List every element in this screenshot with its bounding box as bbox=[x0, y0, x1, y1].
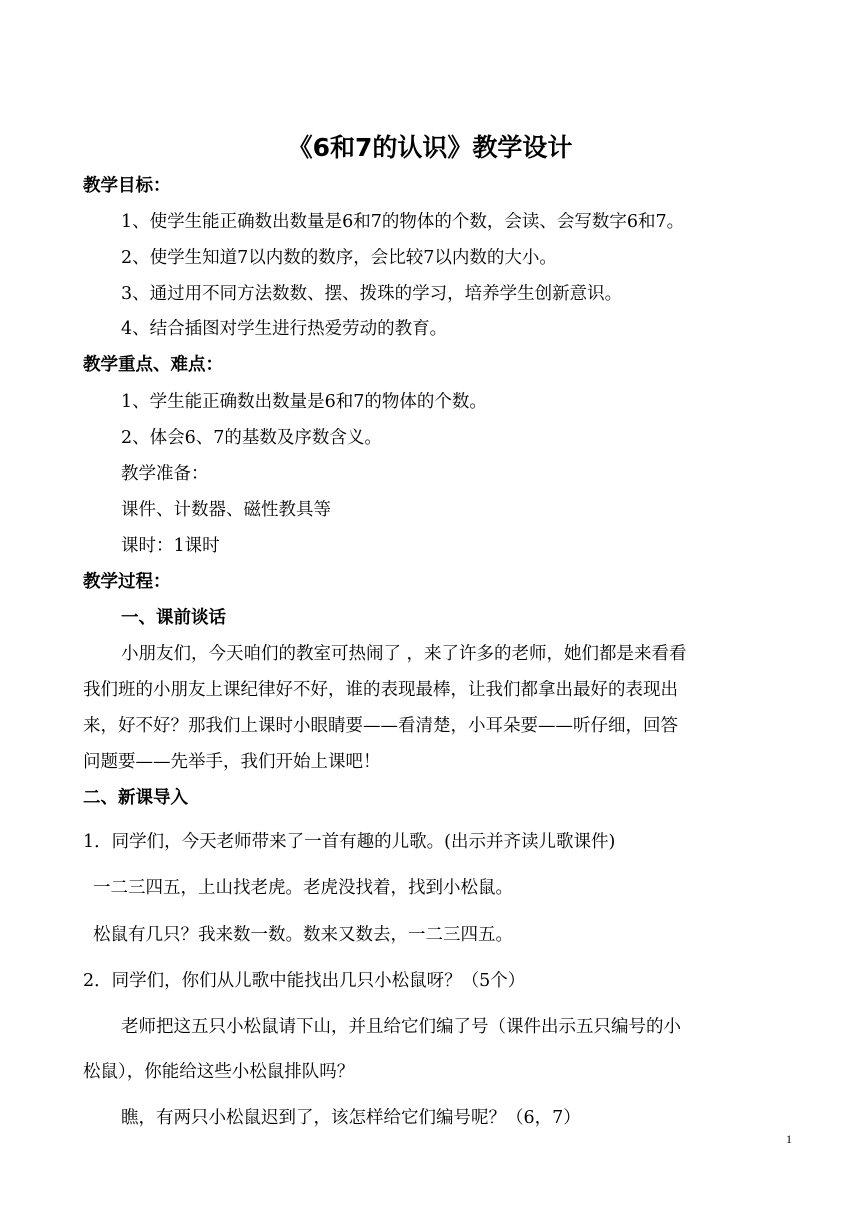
paragraph-line-2: 我们班的小朋友上课纪律好不好，谁的表现最棒，让我们都拿出最好的表现出 bbox=[83, 680, 678, 700]
goal-item-2: 2、使学生知道7以内数的数序，会比较7以内数的大小。 bbox=[121, 248, 557, 268]
paragraph-squirrels-2: 松鼠），你能给这些小松鼠排队吗？ bbox=[83, 1062, 355, 1082]
paragraph-line-4: 问题要——先举手，我们开始上课吧！ bbox=[83, 752, 381, 772]
goal-item-1: 1、使学生能正确数出数量是6和7的物体的个数，会读、会写数字6和7。 bbox=[121, 212, 685, 232]
goal-item-3: 3、通过用不同方法数数、摆、拨珠的学习，培养学生创新意识。 bbox=[121, 284, 623, 304]
key-point-1: 1、学生能正确数出数量是6和7的物体的个数。 bbox=[121, 392, 487, 412]
step-1: 1．同学们，今天老师带来了一首有趣的儿歌。(出示并齐读儿歌课件) bbox=[83, 832, 616, 852]
key-point-2: 2、体会6、7的基数及序数含义。 bbox=[121, 428, 382, 448]
document-title: 《6和7的认识》教学设计 bbox=[287, 133, 573, 162]
rhyme-line-1: 一二三四五，上山找老虎。老虎没找着，找到小松鼠。 bbox=[93, 878, 513, 898]
page-number: 1 bbox=[786, 1132, 792, 1146]
paragraph-line-3: 来，好不好？那我们上课时小眼睛要——看清楚，小耳朵要——听仔细，回答 bbox=[83, 716, 678, 736]
heading-teaching-process: 教学过程： bbox=[83, 572, 171, 592]
heading-key-points: 教学重点、难点： bbox=[83, 355, 223, 375]
paragraph-line-1: 小朋友们，今天咱们的教室可热闹了 ，来了许多的老师，她们都是来看看 bbox=[121, 644, 687, 664]
preparation-items: 课件、计数器、磁性教具等 bbox=[121, 500, 331, 520]
heading-teaching-goals: 教学目标： bbox=[83, 176, 171, 196]
section-pre-class-talk: 一、课前谈话 bbox=[121, 608, 226, 628]
section-new-lesson: 二、新课导入 bbox=[83, 788, 188, 808]
class-hours: 课时：1课时 bbox=[121, 536, 220, 556]
rhyme-line-2: 松鼠有几只？我来数一数。数来又数去，一二三四五。 bbox=[93, 925, 513, 945]
preparation-label: 教学准备： bbox=[121, 464, 209, 484]
paragraph-late-squirrels: 瞧，有两只小松鼠迟到了，该怎样给它们编号呢？（6，7） bbox=[121, 1108, 581, 1128]
step-2: 2．同学们，你们从儿歌中能找出几只小松鼠呀？（5个） bbox=[83, 971, 526, 991]
goal-item-4: 4、结合插图对学生进行热爱劳动的教育。 bbox=[121, 319, 448, 339]
paragraph-squirrels-1: 老师把这五只小松鼠请下山，并且给它们编了号（课件出示五只编号的小 bbox=[121, 1017, 681, 1037]
